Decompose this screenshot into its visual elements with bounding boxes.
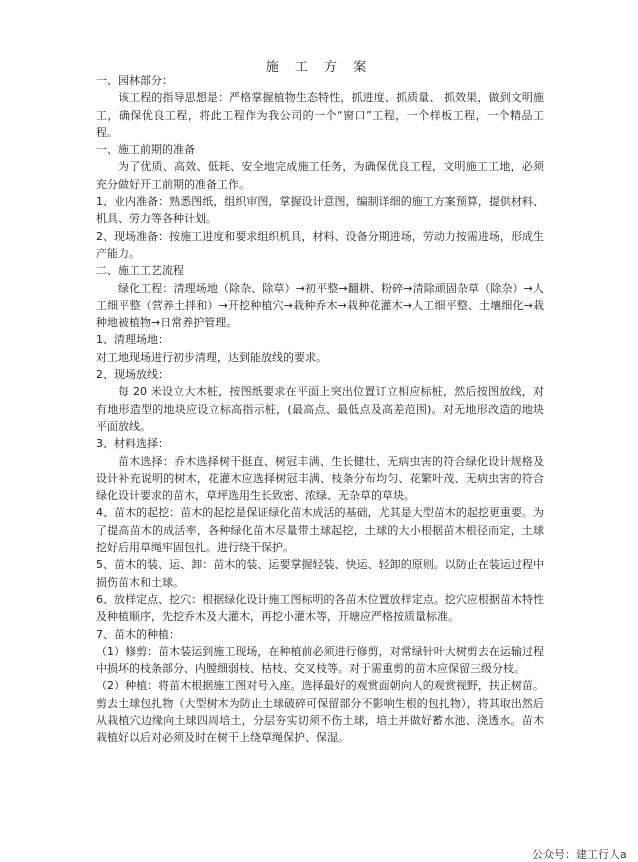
document-body	[96, 72, 544, 747]
body-paragraph: 苗木选择：乔木选择树干挺直、树冠丰满、生长健壮、无病虫害的符合绿化设计规格及设计补充说明的树木，花灌木应选择树冠丰满、枝条分布均匀、花繁叶茂、无病虫害的符合绿化设计要求的苗木，草坪选用生长致密、浓绿、无杂草的草块。	[96, 454, 544, 503]
subsection-heading: 7、苗木的种植：	[96, 627, 180, 641]
subsection-heading: 3、材料选择：	[96, 437, 169, 451]
body-paragraph: 6、放样定点、挖穴：根据绿化设计施工图标明的各苗木位置放样定点。挖穴应根据苗木特性及种植顺序，先挖乔木及大灌木，再挖小灌木等，开塘应严格按质量标准。	[96, 592, 544, 624]
body-paragraph: 为了优质、高效、低耗、安全地完成施工任务，为确保优良工程，文明施工工地，必须充分做好开工前期的准备工作。	[96, 160, 544, 191]
subsection-heading: 2、现场放线：	[96, 368, 169, 382]
body-paragraph: 绿化工程：清理场地（除杂、除草）→初平整→翻耕、粉碎→清除顽固杂草（除杂）→人工细平整（营养土拌和）→开挖种植穴→栽种乔木→栽种花灌木→人工细平整、土壤细化→栽种地被植物→日常养护管理。	[96, 281, 544, 330]
section-heading: 一、园林部分：	[96, 74, 173, 87]
body-paragraph: （2）种植：将苗木根据施工图对号入座。选择最好的观赏面朝向人的观赏视野，扶正树苗。剪去土球包扎物（大型树木为防止土球破碎可保留部分不影响生根的包扎物），将其取出然后从栽植穴边缘向土球四周培土，分层夯实切须不伤土球，培土并做好蓄水池、浇透水。苗木栽植好以后对必须及时在树干上绕草绳保护、保湿。	[96, 679, 544, 745]
body-paragraph: 每 20 米设立大木桩，按图纸要求在平面上突出位置订立相应标桩，然后按图放线，对有地形造型的地块应设立标高指示桩，(最高点、最低点及高差范围)。对无地形改造的地块平面放线。	[96, 385, 544, 433]
subsection-heading: 1、清理场地：	[96, 333, 169, 347]
body-paragraph: 2、现场准备：按施工进度和要求组织机具，材料、设备分期进场，劳动力按需进场，形成生产能力。	[96, 229, 544, 260]
body-paragraph: 该工程的指导思想是：严格掌握植物生态特性，抓进度、抓质量、 抓效果，做到文明施工，确保优良工程，将此工程作为我公司的一个“窗口”工程，一个样板工程，一个精品工程。	[96, 91, 544, 139]
body-paragraph: 5、苗木的装、运、卸：苗木的装、运要掌握轻装、快运、轻卸的原则。以防止在装运过程中损伤苗木和土球。	[96, 558, 544, 589]
body-paragraph: （1）修剪：苗木装运到施工现场，在种植前必须进行修剪，对常绿针叶大树剪去在运输过程中损坏的枝条部分、内膛细弱枝、枯枝、交叉枝等。对于需重剪的苗木应保留三级分枝。	[96, 644, 544, 676]
body-paragraph: 4、苗木的起挖：苗木的起挖是保证绿化苗木成活的基础，尤其是大型苗木的起挖更重要。为了提高苗木的成活率，各种绿化苗木尽量带土球起挖，土球的大小根据苗木根径而定，土球挖好后用草绳牢固包扎。进行绕干保护。	[96, 506, 544, 555]
watermark-text: 公众号：建工行人a	[532, 848, 627, 861]
body-paragraph: 1、业内准备：熟悉图纸，组织审图，掌握设计意图，编制详细的施工方案预算，提供材料、机具、劳力等各种计划。	[96, 195, 544, 226]
body-paragraph: 对工地现场进行初步清理，达到能放线的要求。	[96, 350, 327, 364]
document-title: 施 工 方 案	[265, 60, 373, 75]
section-heading: 一、施工前期的准备	[96, 143, 195, 157]
section-heading: 二、施工工艺流程	[96, 264, 184, 278]
